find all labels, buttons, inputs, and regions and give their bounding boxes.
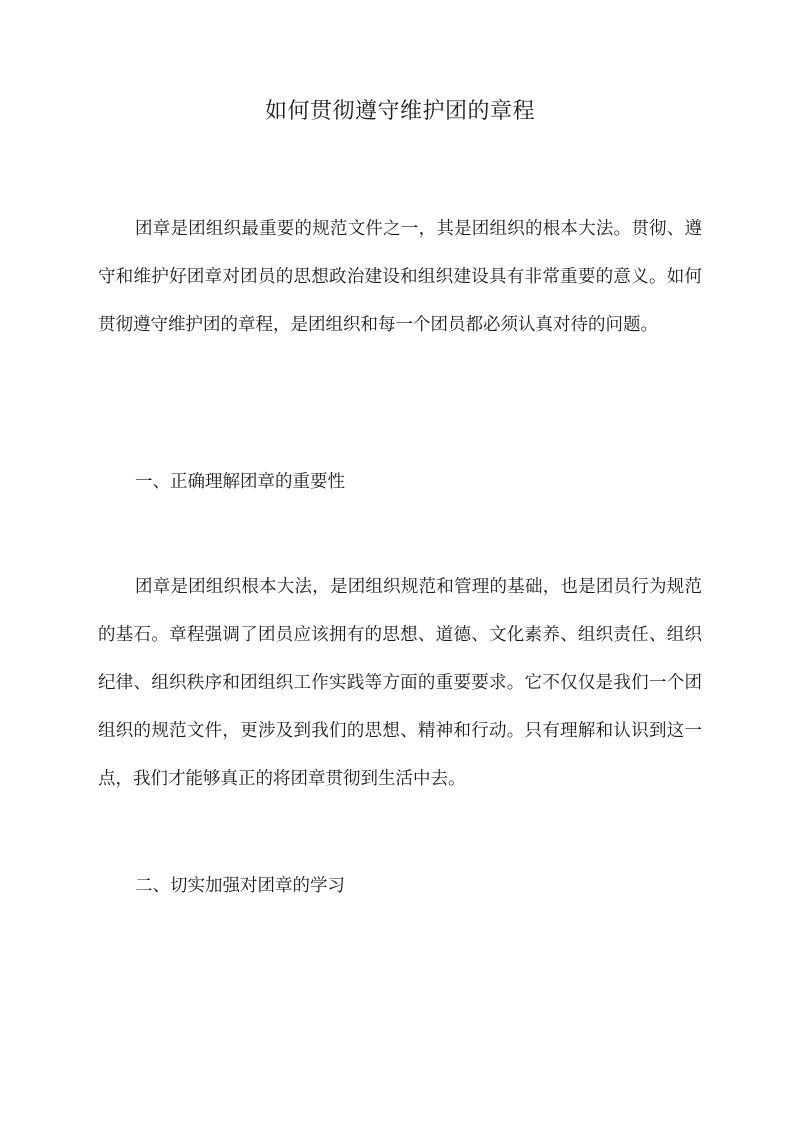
- document-title: 如何贯彻遵守维护团的章程: [264, 99, 535, 124]
- section-heading-2: 二、切实加强对团章的学习: [135, 876, 345, 896]
- intro-paragraph: 团章是团组织最重要的规范文件之一，其是团组织的根本大法。贯彻、遵守和维护好团章对团员的思想政治建设和组织建设具有非常重要的意义。如何贯彻遵守维护团的章程，是团组织和每一个团员都必须认真对待的问题。: [98, 219, 702, 335]
- section-heading-1: 一、正确理解团章的重要性: [135, 472, 345, 492]
- section-1-paragraph: 团章是团组织根本大法，是团组织规范和管理的基础，也是团员行为规范的基石。章程强调了团员应该拥有的思想、道德、文化素养、组织责任、组织纪律、组织秩序和团组织工作实践等方面的重要要求。它不仅仅是我们一个团组织的规范文件，更涉及到我们的思想、精神和行动。只有理解和认识到这一点，我们才能够真正的将团章贯彻到生活中去。: [98, 577, 702, 789]
